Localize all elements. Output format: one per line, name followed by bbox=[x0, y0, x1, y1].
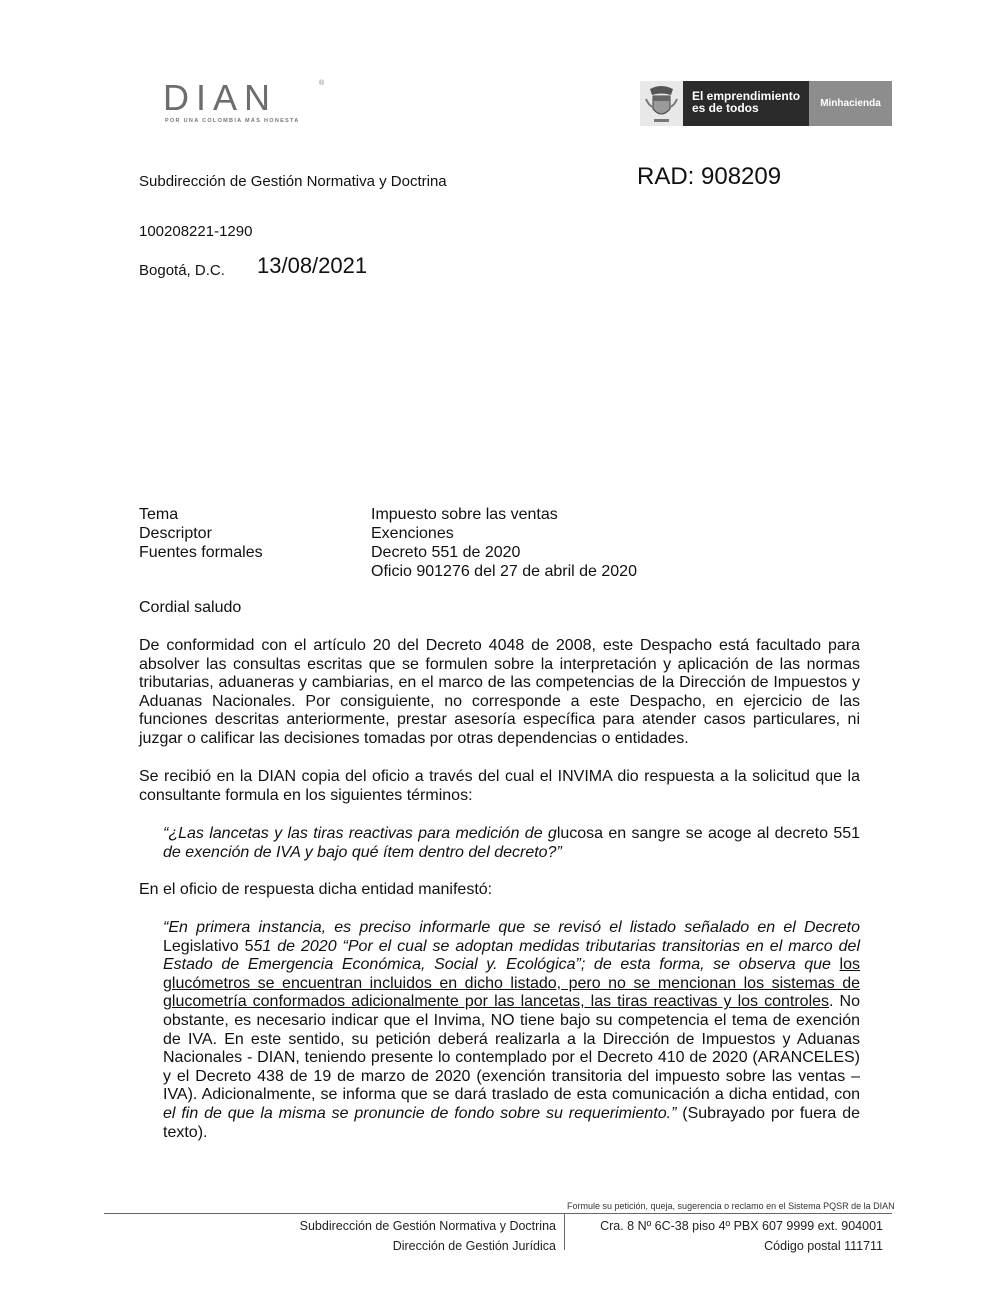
quote-response-part1: “En primera instancia, es preciso informarle que se revisó el listado señalado en el Decreto bbox=[163, 919, 860, 936]
reference-number: 100208221-1290 bbox=[139, 223, 253, 240]
quote-consultation-part2: lucosa en sangre se acoge al decreto 551 bbox=[556, 825, 861, 842]
quote-response-part6: el fin de que la misma se pronuncie de fondo sobre su requerimiento.” bbox=[163, 1104, 677, 1122]
paragraph-competence: De conformidad con el artículo 20 del Decreto 4048 de 2008, este Despacho está facultado para absolver las consultas escritas que se formulen sobre la interpretación y aplicación de las normas tributarias, aduaneras y cambiarias, en el marco de las competencias de la Dirección de Impuestos y Aduanas Nacionales. Por consiguiente, no corresponde a este Despacho, en ejercicio de las funciones descritas anteriormente, prestar asesoría específica para atender casos particulares, ni juzgar o calificar las decisiones tomadas por otras dependencias o entidades. bbox=[139, 637, 860, 747]
footer-divider bbox=[104, 1213, 892, 1214]
meta-value-descriptor: Exenciones bbox=[371, 525, 454, 542]
footer-address-line1: Cra. 8 Nº 6C-38 piso 4º PBX 607 9999 ext. 904001 bbox=[600, 1219, 883, 1233]
quote-consultation bbox=[163, 825, 860, 862]
meta-value-fuentes-1: Decreto 551 de 2020 bbox=[371, 544, 521, 561]
quote-consultation-part3: de exención de IVA y bajo qué ítem dentro del decreto?” bbox=[163, 843, 562, 861]
footer-postal-code: Código postal 111711 bbox=[764, 1239, 883, 1253]
ministry-label: Minhacienda bbox=[809, 81, 892, 126]
government-banner bbox=[640, 81, 892, 126]
dian-logo-registered-mark: ® bbox=[319, 80, 325, 87]
quote-response-part7: (Subrayado por fuera de texto). bbox=[163, 1104, 861, 1141]
footer-office bbox=[230, 1216, 556, 1256]
paragraph-response-intro: En el oficio de respuesta dicha entidad manifestó: bbox=[139, 881, 493, 898]
office-name: Subdirección de Gestión Normativa y Doctrina bbox=[139, 173, 447, 190]
government-slogan-line2: es de todos bbox=[692, 101, 759, 115]
rad-number: RAD: 908209 bbox=[637, 163, 782, 190]
footer-office-line1: Subdirección de Gestión Normativa y Doctrina bbox=[299, 1219, 556, 1233]
government-slogan-line1: El emprendimiento bbox=[692, 89, 801, 103]
meta-label-fuentes: Fuentes formales bbox=[139, 544, 263, 561]
footer-pqrs-notice: Formule su petición, queja, sugerencia o reclamo en el Sistema PQSR de la DIAN bbox=[567, 1201, 895, 1211]
quote-consultation-part1: “¿Las lancetas y las tiras reactivas para medición de g bbox=[163, 825, 557, 842]
dian-logo-tagline: POR UNA COLOMBIA MÁS HONESTA bbox=[165, 118, 300, 124]
footer-office-line2: Dirección de Gestión Jurídica bbox=[392, 1239, 556, 1253]
coat-of-arms-icon bbox=[640, 81, 683, 126]
footer-address bbox=[574, 1216, 883, 1256]
dian-logo bbox=[163, 77, 328, 130]
quote-response-part3: 51 de 2020 “Por el cual se adoptan medidas tributarias transitorias en el marco del Estado de Emergencia Económica, Social y. Ecológica”; de esta forma, se observa que bbox=[163, 937, 860, 974]
meta-value-fuentes-2: Oficio 901276 del 27 de abril de 2020 bbox=[371, 563, 637, 580]
quote-response-part5: . No obstante, es necesario indicar que el Invima, NO tiene bajo su competencia el tema de exención de IVA. En este sentido, su petición deberá realizarla a la Dirección de Impuestos y Aduanas Nacionales - DIAN, teniendo presente lo contemplado por el Decreto 410 de 2020 (ARANCELES) y el Decreto 438 de 19 de marzo de 2020 (exención transitoria del impuesto sobre las ventas – IVA). Adicionalmente, se informa que se dará traslado de esta comunicación a dicha entidad, con bbox=[163, 993, 861, 1104]
government-slogan bbox=[692, 90, 800, 114]
quote-invima-response bbox=[163, 919, 860, 1142]
quote-response-part2: Legislativo 5 bbox=[163, 937, 254, 955]
meta-label-descriptor: Descriptor bbox=[139, 525, 212, 542]
dian-logo-word: DIAN bbox=[163, 77, 278, 118]
meta-label-tema: Tema bbox=[139, 506, 179, 523]
meta-value-tema: Impuesto sobre las ventas bbox=[371, 506, 558, 523]
quote-response-underlined: los glucómetros se encuentran incluidos en dicho listado, pero no se mencionan los sistemas de glucometría conformados adicionalmente por las lancetas, las tiras reactivas y los controles bbox=[163, 956, 860, 1011]
footer-vertical-divider bbox=[564, 1214, 565, 1250]
letter-date: 13/08/2021 bbox=[257, 253, 368, 278]
city: Bogotá, D.C. bbox=[139, 262, 225, 279]
paragraph-invima: Se recibió en la DIAN copia del oficio a través del cual el INVIMA dio respuesta a la solicitud que la consultante formula en los siguientes términos: bbox=[139, 768, 860, 804]
greeting: Cordial saludo bbox=[139, 599, 242, 616]
